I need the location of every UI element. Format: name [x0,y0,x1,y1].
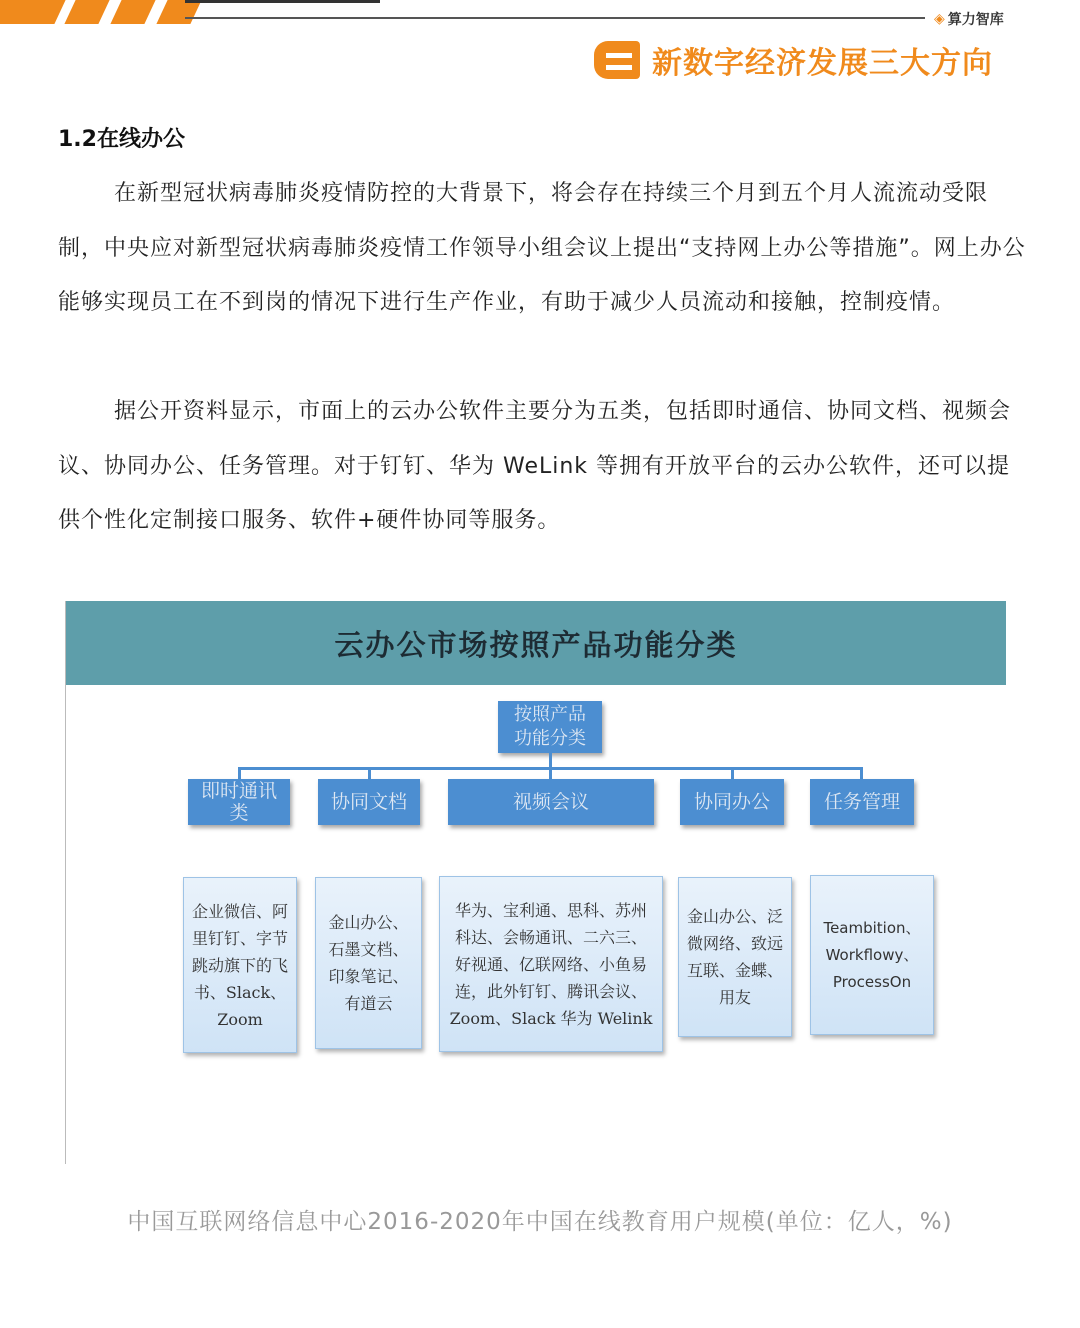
section-number-icon [594,41,640,79]
connector [731,767,734,779]
section-title [594,40,993,80]
figure-title: 云办公市场按照产品功能分类 [334,627,738,662]
figure-caption: 中国互联网络信息中心2016-2020年中国在线教育用户规模(单位：亿人，%) [127,1209,953,1235]
examples-docs: 金山办公、石墨文档、印象笔记、有道云 [315,877,422,1049]
section-title-text: 新数字经济发展三大方向 [652,46,993,81]
examples-im: 企业微信、阿里钉钉、字节跳动旗下的飞书、Slack、Zoom [183,877,297,1053]
connector [238,767,241,779]
brand-name: 算力智库 [947,12,1004,28]
connector [368,767,371,779]
category-video: 视频会议 [448,779,654,825]
paragraph-1: 在新型冠状病毒肺炎疫情防控的大背景下，将会存在持续三个月到五个月人流流动受限制，中央应对新型冠状病毒肺炎疫情工作领导小组会议上提出“支持网上办公等措施”。网上办公能够实现员工在不到岗的情况下进行生产作业，有助于减少人员流动和接触，控制疫情。 [58,181,1026,315]
examples-video: 华为、宝利通、思科、苏州科达、会畅通讯、二六三、好视通、亿联网络、小鱼易连，此外钉钉、腾讯会议、Zoom、Slack 华为 Welink [439,876,663,1052]
brand [934,9,1004,29]
brand-logo-icon: ◈ [934,11,945,27]
figure-title-bar [66,601,1006,685]
subheading: 1.2在线办公 [58,127,185,152]
header-stripes [0,0,380,24]
category-office: 协同办公 [680,779,784,825]
connector [860,767,863,779]
header-top-rule [185,0,380,3]
root-node: 按照产品功能分类 [498,701,602,753]
category-docs: 协同文档 [318,779,420,825]
examples-office: 金山办公、泛微网络、致远互联、金蝶、用友 [678,877,792,1037]
paragraph-2: 据公开资料显示，市面上的云办公软件主要分为五类，包括即时通信、协同文档、视频会议、协同办公、任务管理。对于钉钉、华为 WeLink 等拥有开放平台的云办公软件，还可以提供个性化定制接口服务、软件+硬件协同等服务。 [58,399,1012,533]
classification-figure [65,601,1006,1164]
connector [549,753,552,767]
header-rule [185,17,925,19]
category-im: 即时通讯类 [188,779,290,825]
connector [549,767,552,779]
examples-tasks: Teambition、Workflowy、ProcessOn [810,875,934,1035]
category-tasks: 任务管理 [810,779,914,825]
